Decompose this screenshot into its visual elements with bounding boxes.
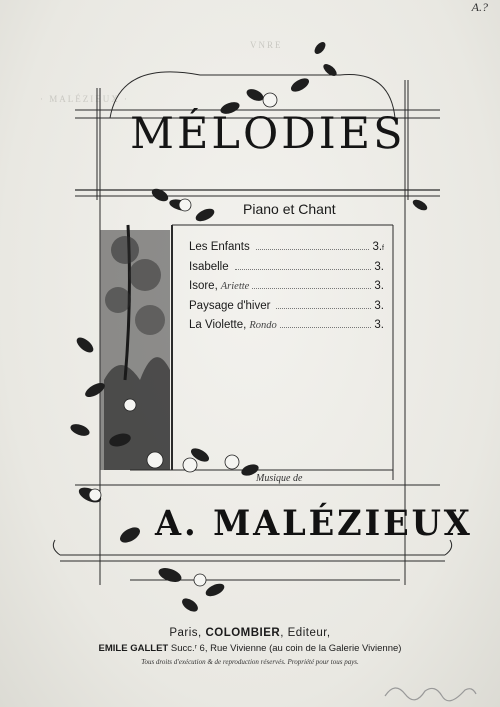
publisher-role: , Editeur, (280, 627, 331, 639)
list-item (189, 261, 384, 281)
song-title: Les Enfants (189, 241, 250, 253)
song-price: 3. (374, 260, 384, 273)
song-subtitle: Ariette (220, 281, 250, 292)
song-title: La Violette, (189, 319, 247, 331)
leader-dots (276, 308, 371, 309)
song-title: Isore, (189, 280, 218, 292)
song-title: Isabelle (189, 260, 229, 273)
list-item (189, 300, 384, 320)
leader-dots (280, 327, 372, 328)
composer-name: A. MALÉZIEUX (155, 503, 473, 544)
list-item (189, 319, 384, 339)
bleedthrough-text: VNRE (250, 40, 283, 50)
song-subtitle: Rondo (249, 320, 277, 331)
leader-dots (256, 249, 370, 250)
publisher-city: Paris, (169, 627, 206, 639)
publisher-line-1 (0, 627, 500, 639)
list-item (189, 280, 384, 300)
publisher-name: COLOMBIER (205, 627, 281, 639)
song-price: 3. (374, 319, 384, 331)
contents-list (189, 241, 384, 339)
rights-notice: Tous droits d'exécution & de reproduction réservés. Propriété pour tous pays. (141, 658, 359, 666)
song-price: 3. (372, 241, 383, 253)
publisher-address: Succ.ʳ 6, Rue Vivienne (au coin de la Galerie Vivienne) (168, 643, 402, 654)
song-price: 3. (374, 299, 384, 312)
successor-name: EMILE GALLET (98, 643, 169, 654)
list-item (189, 241, 384, 261)
composer-label: Musique de (256, 473, 303, 484)
catalog-mark: A.? (471, 0, 488, 14)
leader-dots (235, 269, 372, 270)
leader-dots (252, 288, 371, 289)
song-title: Paysage d'hiver (189, 299, 271, 312)
song-price: 3. (374, 280, 384, 292)
price-unit: f (382, 245, 384, 252)
bleedthrough-text: · MALÉZIEUX · (40, 94, 129, 104)
signature-stamp (380, 676, 480, 706)
subtitle: Piano et Chant (243, 201, 336, 217)
page-title: MÉLODIES (130, 109, 406, 159)
publisher-line-2 (0, 643, 500, 654)
